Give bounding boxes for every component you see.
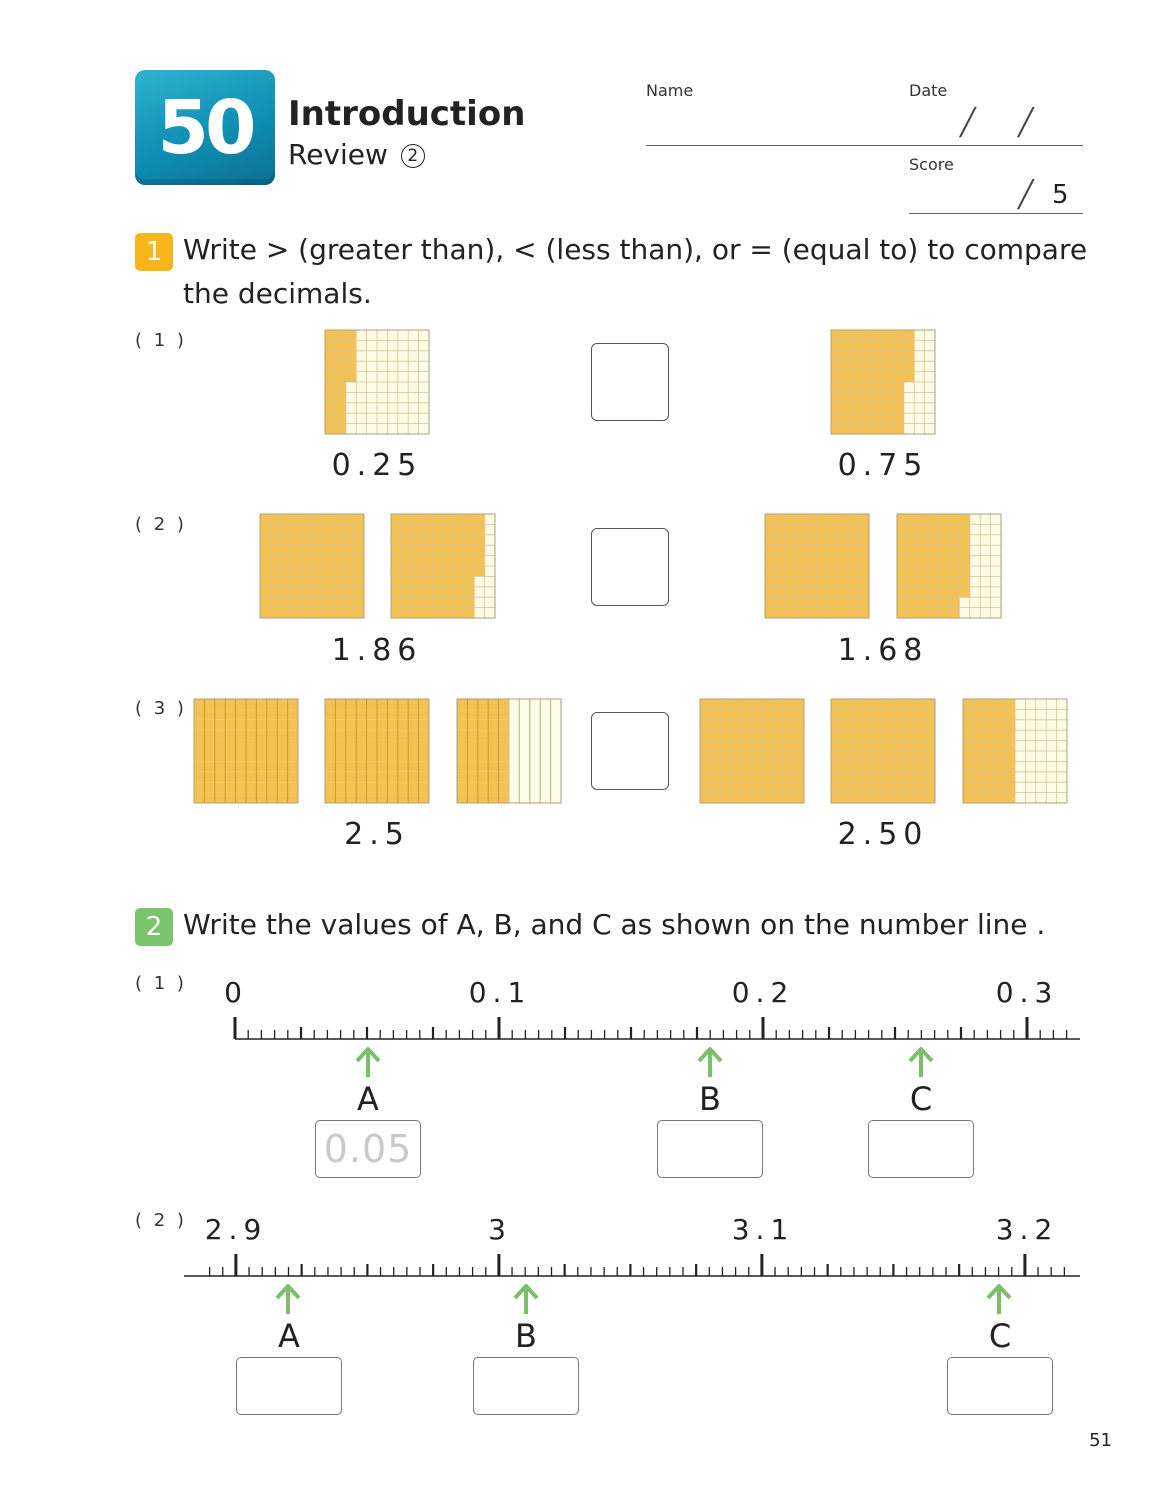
q2-line-2-label: ( 2 ) [135, 1210, 187, 1231]
nl2-tick-label: 3.2 [995, 1213, 1059, 1246]
nl1-answer-a[interactable]: 0.05 [315, 1120, 421, 1178]
nl1-point-c-label: C [909, 1080, 933, 1118]
name-label: Name [646, 81, 694, 100]
nl2-tick-label: 3 [488, 1213, 512, 1246]
point-arrow-icon [910, 1049, 932, 1077]
nl2-tick-label: 2.9 [204, 1213, 268, 1246]
nl2-point-b-label: B [515, 1317, 537, 1355]
nl2-point-a-label: A [278, 1317, 300, 1355]
question-1-tag: 1 [135, 233, 173, 271]
number-line [184, 1254, 1080, 1314]
score-total: 5 [1052, 180, 1069, 210]
q1-item-1-label: ( 1 ) [135, 330, 187, 351]
q1-item-3-left-value: 2.5 [344, 817, 410, 852]
date-slash-1: ╱ [960, 108, 976, 138]
nl1-answer-b[interactable] [657, 1120, 763, 1178]
q1-item-2-right-value: 1.68 [837, 633, 929, 668]
nl2-tick-label: 3.1 [731, 1213, 795, 1246]
point-arrow-icon [357, 1049, 379, 1077]
point-arrow-icon [988, 1286, 1010, 1314]
nl2-answer-b[interactable] [473, 1357, 579, 1415]
question-2-tag: 2 [135, 908, 173, 946]
q1-item-1-left-value: 0.25 [331, 448, 423, 483]
question-2-instruction: Write the values of A, B, and C as shown on the number line . [183, 908, 1046, 941]
point-arrow-icon [515, 1286, 537, 1314]
score-slash: ╱ [1018, 180, 1034, 210]
date-slash-2: ╱ [1018, 108, 1034, 138]
nl2-point-c-label: C [988, 1317, 1012, 1355]
q1-item-3-label: ( 3 ) [135, 698, 187, 719]
subtitle-text: Review [288, 138, 388, 171]
nl2-answer-c[interactable] [947, 1357, 1053, 1415]
score-label: Score [909, 155, 954, 174]
q1-item-3-right-value: 2.50 [837, 817, 929, 852]
nl1-tick-label: 0.1 [468, 976, 532, 1009]
nl1-tick-label: 0.2 [731, 976, 795, 1009]
nl1-answer-c[interactable] [868, 1120, 974, 1178]
nl1-point-a-label: A [357, 1080, 379, 1118]
nl1-tick-label: 0 [224, 976, 248, 1009]
point-arrow-icon [699, 1049, 721, 1077]
lesson-number: 50 [157, 85, 253, 171]
q1-item-2-label: ( 2 ) [135, 514, 187, 535]
nl1-point-b-label: B [699, 1080, 721, 1118]
date-label: Date [909, 81, 948, 100]
page-number: 51 [1089, 1430, 1112, 1451]
review-mark: 2 [401, 144, 425, 168]
number-line [235, 1017, 1080, 1077]
nl2-answer-a[interactable] [236, 1357, 342, 1415]
q1-item-2-left-value: 1.86 [331, 633, 423, 668]
point-arrow-icon [277, 1286, 299, 1314]
q2-line-1-label: ( 1 ) [135, 973, 187, 994]
q1-item-1-right-value: 0.75 [837, 448, 929, 483]
nl1-tick-label: 0.3 [995, 976, 1059, 1009]
page-title: Introduction [288, 94, 526, 134]
question-1-instruction: Write > (greater than), < (less than), or = (equal to) to compare the decimals. [183, 233, 1088, 310]
